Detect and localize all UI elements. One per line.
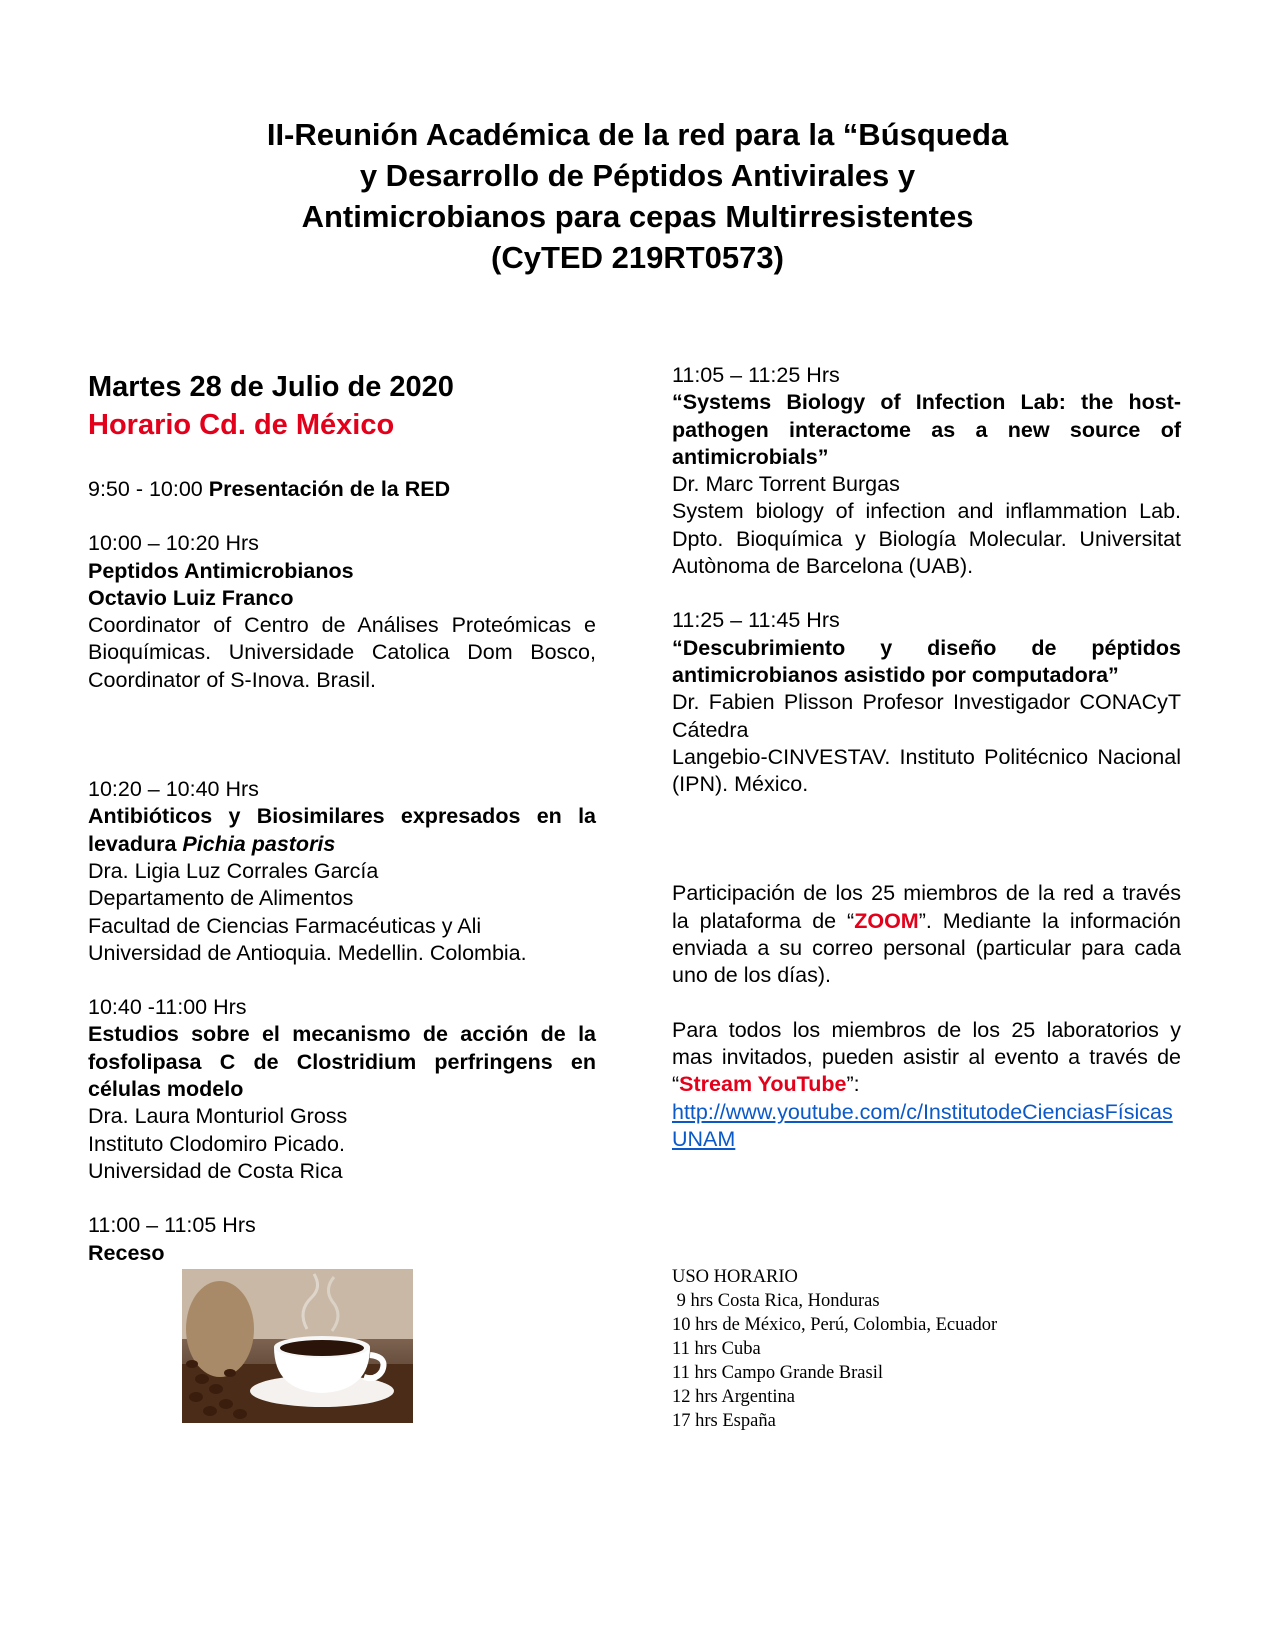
timezone-label: Horario Cd. de México [88, 409, 395, 441]
uso-horario-line: 17 hrs España [672, 1411, 776, 1431]
talk-title [88, 803, 596, 858]
uso-horario-heading: USO HORARIO [672, 1267, 798, 1287]
stream-text: Para todos los miembros de los 25 laboratorios y mas invitados, pueden asistir al evento a través de “ [672, 1017, 1181, 1097]
talk-5 [672, 607, 1181, 798]
uso-horario-line: 9 hrs Costa Rica, Honduras [672, 1291, 880, 1311]
talk-affiliation: System biology of infection and inflammation Lab. Dpto. Bioquímica y Biología Molecular. Universitat Autònoma de Barcelona (UAB). [672, 499, 1181, 579]
talk-title: “Systems Biology of Infection Lab: the host-pathogen interactome as a new source of antimicrobials” [672, 390, 1181, 469]
document-title [0, 114, 1275, 278]
intro-title: Presentación de la RED [208, 477, 451, 501]
intro-item [88, 476, 596, 503]
talk-time: 10:20 – 10:40 Hrs [88, 777, 259, 802]
title-line: y Desarrollo de Péptidos Antivirales y [359, 158, 916, 193]
uso-horario-line: 10 hrs de México, Perú, Colombia, Ecuador [672, 1315, 998, 1335]
youtube-link[interactable]: http://www.youtube.com/c/InstitutodeCienciasFísicasUNAM [672, 1099, 1173, 1151]
talk-time: 10:00 – 10:20 Hrs [88, 531, 259, 556]
title-line: Antimicrobianos para cepas Multirresistentes [301, 199, 974, 234]
talk-title: “Descubrimiento y diseño de péptidos antimicrobianos asistido por computadora” [672, 635, 1181, 687]
talk-4 [672, 362, 1181, 580]
break-item [88, 1212, 596, 1423]
uso-horario [672, 1265, 997, 1433]
talk-time: 10:40 -11:00 Hrs [88, 995, 247, 1020]
zoom-word: ZOOM [854, 908, 919, 933]
break-title: Receso [88, 1240, 165, 1265]
uso-horario-line: 12 hrs Argentina [672, 1387, 795, 1407]
stream-paragraph [672, 1017, 1181, 1099]
uso-horario-line: 11 hrs Cuba [672, 1339, 761, 1359]
talk-title: Estudios sobre el mecanismo de acción de la fosfolipasa C de Clostridium perfringens en células modelo [88, 1022, 596, 1102]
zoom-paragraph [672, 880, 1181, 989]
event-date: Martes 28 de Julio de 2020 [88, 371, 454, 403]
talk-affiliation: Langebio-CINVESTAV. Instituto Politécnico Nacional (IPN). México. [672, 744, 1181, 797]
coffee-cup-image [182, 1269, 413, 1423]
talk-speaker: Dra. Ligia Luz Corrales García [88, 858, 379, 883]
stream-text-end: ”: [846, 1072, 860, 1097]
right-column [672, 362, 1181, 1153]
talk-speaker: Octavio Luiz Franco [88, 585, 294, 610]
intro-time: 9:50 - 10:00 [88, 477, 203, 501]
talk-1 [88, 530, 596, 694]
talk-affiliation: Universidad de Antioquia. Medellin. Colombia. [88, 940, 527, 965]
coffee-cup-icon [182, 1269, 413, 1423]
talk-2 [88, 776, 596, 967]
talk-affiliation: Universidad de Costa Rica [88, 1158, 343, 1183]
talk-title-text: Antibióticos y Biosimilares expresados en la levadura [88, 804, 596, 856]
talk-title: Peptidos Antimicrobianos [88, 558, 354, 583]
talk-speaker: Dra. Laura Monturiol Gross [88, 1104, 348, 1129]
stream-word: Stream YouTube [679, 1072, 847, 1097]
left-column [88, 368, 596, 1423]
talk-affiliation: Facultad de Ciencias Farmacéuticas y Ali [88, 913, 482, 938]
talk-3 [88, 994, 596, 1185]
talk-time: 11:05 – 11:25 Hrs [672, 363, 840, 387]
talk-affiliation: Instituto Clodomiro Picado. [88, 1131, 345, 1156]
talk-affiliation: Departamento de Alimentos [88, 886, 354, 911]
break-time: 11:00 – 11:05 Hrs [88, 1213, 256, 1238]
talk-speaker: Dr. Marc Torrent Burgas [672, 472, 900, 497]
zoom-text-end: ”. Mediante la información enviada a su correo personal (particular para cada uno de los días). [672, 908, 1181, 988]
talk-speaker: Dr. Fabien Plisson Profesor Investigador CONACyT Cátedra [672, 690, 1181, 742]
talk-affiliation: Coordinator of Centro de Análises Proteómicas e Bioquímicas. Universidade Catolica Dom Bosco, Coordinator of S-Inova. Brasil. [88, 613, 596, 692]
title-line: II-Reunión Académica de la red para la “Búsqueda [266, 117, 1009, 152]
title-line: (CyTED 219RT0573) [491, 240, 784, 275]
talk-time: 11:25 – 11:45 Hrs [672, 608, 840, 633]
talk-title-species: Pichia pastoris [182, 831, 336, 856]
uso-horario-line: 11 hrs Campo Grande Brasil [672, 1363, 883, 1383]
zoom-text: Participación de los 25 miembros de la red a través la plataforma de “ [672, 881, 1181, 933]
